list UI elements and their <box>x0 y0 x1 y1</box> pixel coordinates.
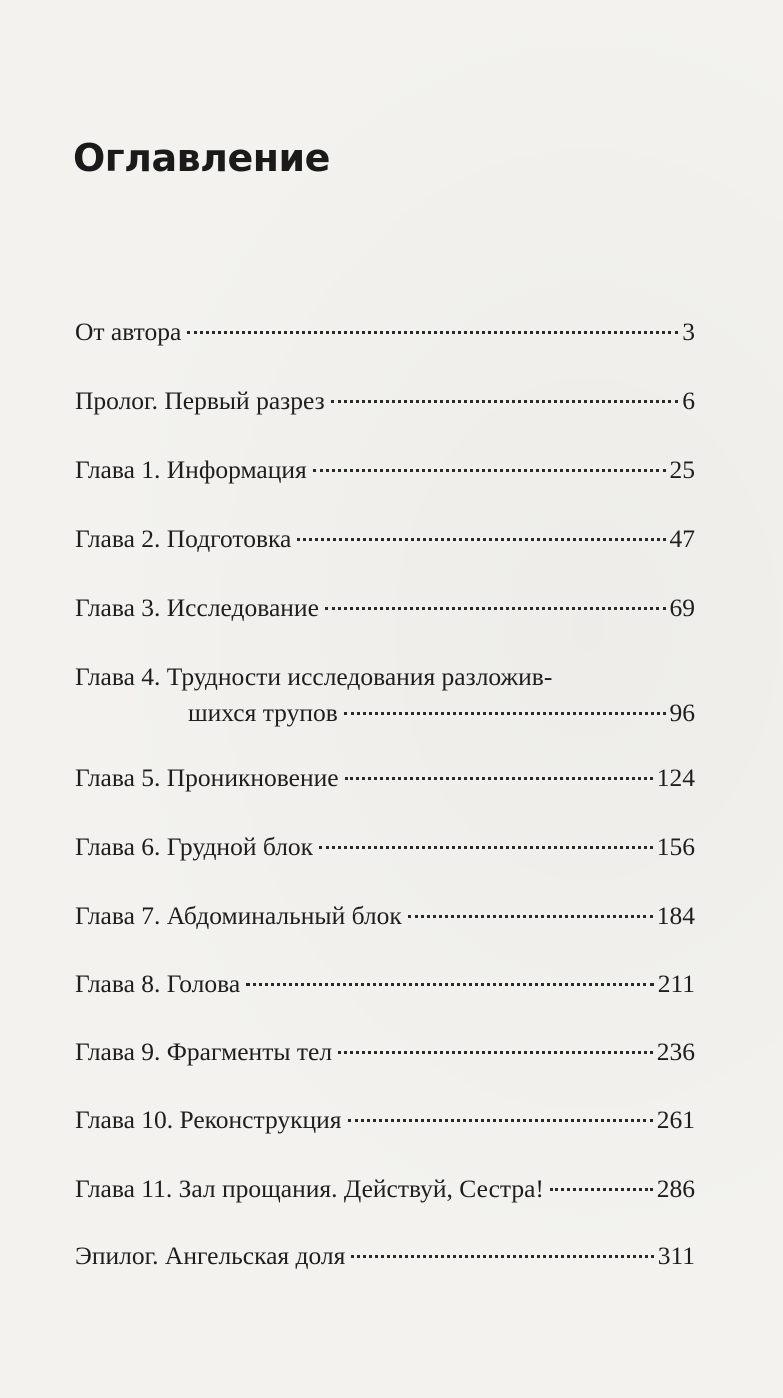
dot-leader <box>297 538 665 541</box>
dot-leader <box>187 331 678 334</box>
toc-entry-page: 236 <box>656 1037 695 1066</box>
toc-entry-label: Глава 8. Голова <box>75 969 241 998</box>
toc-entry-label: Глава 5. Проникновение <box>75 763 339 792</box>
toc-entry-label: Глава 9. Фрагменты тел <box>75 1037 333 1066</box>
toc-entry-chapter-8 <box>75 966 695 1002</box>
toc-entry-page: 6 <box>682 386 695 415</box>
toc-entry-label-line1: Глава 4. Трудности исследования разложив- <box>75 662 553 691</box>
toc-entry-page: 286 <box>656 1174 695 1203</box>
toc-entry-chapter-2 <box>75 521 695 557</box>
toc-entry-page: 69 <box>669 593 695 622</box>
toc-entry-page: 261 <box>656 1105 695 1134</box>
toc-entry-chapter-1 <box>75 452 695 488</box>
toc-entry-label: Глава 11. Зал прощания. Действуй, Сестра! <box>75 1174 544 1203</box>
toc-entry-label: Глава 7. Абдоминальный блок <box>75 901 402 930</box>
dot-leader <box>325 607 666 610</box>
dot-leader <box>331 400 679 403</box>
dot-leader <box>246 983 654 986</box>
toc-entry-prologue <box>75 383 695 419</box>
toc-entry-label: Глава 10. Реконструкция <box>75 1105 342 1134</box>
toc-entry-chapter-3 <box>75 590 695 626</box>
toc-entry-page: 124 <box>656 763 695 792</box>
dot-leader <box>408 915 653 918</box>
dot-leader <box>344 712 666 715</box>
toc-entry-chapter-4 <box>75 659 695 731</box>
toc-entry-chapter-7 <box>75 898 695 934</box>
toc-entry-label: Глава 2. Подготовка <box>75 524 292 553</box>
page-title: Оглавление <box>73 136 330 180</box>
toc-entry-page: 3 <box>682 317 695 346</box>
toc-entry-page: 184 <box>656 901 695 930</box>
toc-entry-label: Эпилог. Ангельская доля <box>75 1241 346 1270</box>
toc-entry-label: От автора <box>75 317 182 346</box>
toc-entry-page: 156 <box>656 832 695 861</box>
toc-entry-page: 25 <box>669 455 695 484</box>
toc-entry-author-note <box>75 314 695 350</box>
toc-entry-chapter-5 <box>75 760 695 796</box>
toc-entry-label: Глава 3. Исследование <box>75 593 319 622</box>
dot-leader <box>338 1051 653 1054</box>
toc-entry-label: Пролог. Первый разрез <box>75 386 325 415</box>
toc-entry-chapter-6 <box>75 829 695 865</box>
toc-entry-label-line2: шихся трупов <box>188 698 338 727</box>
toc-entry-page: 96 <box>669 698 695 727</box>
toc-entry-label: Глава 6. Грудной блок <box>75 832 314 861</box>
dot-leader <box>550 1188 653 1191</box>
toc-entry-page: 311 <box>657 1241 695 1270</box>
dot-leader <box>345 777 653 780</box>
toc-entry-page: 211 <box>657 969 695 998</box>
toc-entry-chapter-9 <box>75 1034 695 1070</box>
dot-leader <box>319 846 653 849</box>
dot-leader <box>348 1119 653 1122</box>
toc-entry-chapter-10 <box>75 1102 695 1138</box>
toc-entry-chapter-11 <box>75 1171 695 1207</box>
toc-entry-page: 47 <box>669 524 695 553</box>
dot-leader <box>351 1255 653 1258</box>
toc-entry-epilogue <box>75 1238 695 1274</box>
dot-leader <box>313 469 666 472</box>
toc-entry-label: Глава 1. Информация <box>75 455 307 484</box>
